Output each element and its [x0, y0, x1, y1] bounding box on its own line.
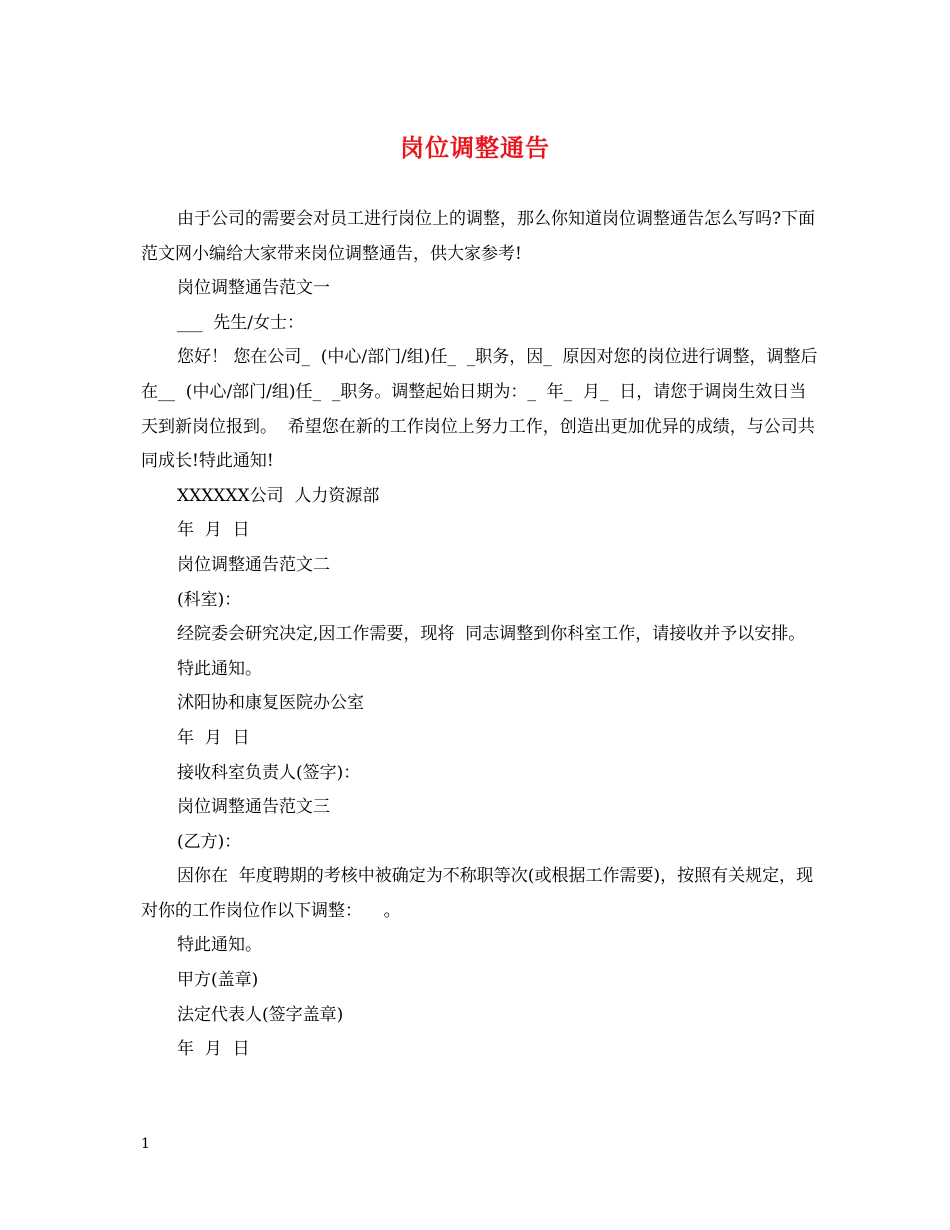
paragraph: (乙方)：	[177, 831, 242, 852]
paragraph: ___ 先生/女士：	[177, 312, 305, 333]
paragraph: (科室)：	[177, 589, 242, 610]
paragraph: 特此通知。	[177, 935, 262, 956]
paragraph: 因你在 年度聘期的考核中被确定为不称职等次(或根据工作需要)，按照有关规定，现对你的工作岗位作以下调整： 。	[141, 866, 814, 921]
paragraph: 甲方(盖章)	[177, 970, 259, 991]
paragraph: 岗位调整通告范文一	[177, 278, 330, 299]
paragraph: 沭阳协和康复医院办公室	[177, 693, 364, 714]
page-number: 1	[141, 1136, 150, 1152]
document-body	[141, 202, 821, 1067]
paragraph: 由于公司的需要会对员工进行岗位上的调整，那么你知道岗位调整通告怎么写吗?下面范文网小编给大家带来岗位调整通告，供大家参考!	[141, 209, 816, 264]
paragraph: 法定代表人(签字盖章)	[177, 1004, 344, 1025]
paragraph: XXXXXX公司 人力资源部	[177, 485, 380, 506]
paragraph: 接收科室负责人(签字)：	[177, 762, 361, 783]
paragraph: 年 月 日	[177, 520, 250, 541]
paragraph: 岗位调整通告范文二	[177, 554, 330, 575]
document-title: 岗位调整通告	[400, 133, 550, 162]
paragraph: 年 月 日	[177, 727, 250, 748]
paragraph: 特此通知。	[177, 658, 262, 679]
paragraph: 您好！ 您在公司_ (中心/部门/组)任_ _职务，因_ 原因对您的岗位进行调整，调整后在__ (中心/部门/组)任_ _职务。调整起始日期为：_ 年_ 月_ 日，请您于调岗生效日当天到新岗位报到。 希望您在新的工作岗位上努力工作，创造出更加优异的成绩，与公司共同成长!特此通知!	[141, 347, 818, 472]
paragraph: 经院委会研究决定,因工作需要，现将 同志调整到你科室工作，请接收并予以安排。	[177, 624, 806, 645]
paragraph: 年 月 日	[177, 1039, 250, 1060]
paragraph: 岗位调整通告范文三	[177, 797, 330, 818]
